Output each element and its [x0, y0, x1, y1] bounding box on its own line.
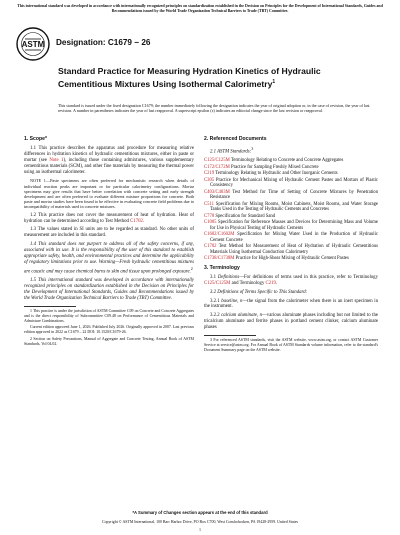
footnote-rule-right — [204, 335, 256, 336]
astm-logo — [16, 27, 50, 61]
reference-item: C1005 Specification for Reference Masses and Devices for Determining Mass and Volume for Use in Physical Testing of Hydraulic Cements — [204, 220, 378, 231]
footnote-1: 1 This practice is under the jurisdiction of ASTM Committee C09 on Concrete and Concrete Aggregates and is the direct responsibility of Subcommittee C09.48 on Performance of Cementitious Materials and Admixture Combinations. — [24, 309, 194, 323]
astm-standards-subheading: 2.1 ASTM Standards:$^3$ — [210, 145, 254, 155]
reference-list — [204, 158, 378, 262]
terminology-heading: 3. Terminology — [204, 264, 240, 271]
issue-note: This standard is issued under the fixed designation C1679; the number immediately following the designation indicates the year of original adoption or, in the case of revision, the year of last revision. A number in parentheses indicates the year of last reapproval. A superscript epsilon (ε) indicates an editorial change since the last revision or reapproval. — [58, 103, 370, 114]
footnote-rule — [24, 306, 76, 307]
reference-code-link[interactable]: C403/C403M — [204, 189, 230, 195]
right-column — [204, 137, 378, 354]
footnote-2: 2 Section on Safety Precautions, Manual of Aggregate and Concrete Testing, Annual Book of ASTM Standards, Vol 04.02. — [24, 337, 194, 346]
reference-code-link[interactable]: C778 — [204, 213, 215, 219]
reference-code-link[interactable]: C125/C125M — [204, 158, 230, 164]
document-title: Standard Practice for Measuring Hydration Kinetics of Hydraulic Cementitious Mixtures Using Isothermal Calorimetry$^1$ — [58, 66, 321, 89]
scope-1-1: 1.1 This practice describes the apparatus and procedure for measuring relative differences in hydration kinetics of hydraulic cementitious mixtures, either in paste or mortar (see Note 1), including those containing admixtures, various supplementary cementitious materials (SCM), and other fine materials by measuring the thermal power using an isothermal calorimeter. — [24, 145, 194, 175]
c125-link[interactable]: C125/C125M — [204, 280, 231, 286]
title-footnote-mark: 1 — [272, 79, 276, 85]
svg-text:ASTM: ASTM — [21, 40, 45, 49]
scope-1-2: 1.2 This practice does not cover the measurement of heat of hydration. Heat of hydration can be determined according to Test Method C1702. — [24, 212, 194, 224]
designation: Designation: C1679 − 26 — [56, 38, 151, 47]
term-3-2: 3.2 Definitions of Terms Specific to This Standard: — [210, 289, 308, 295]
reference-item: C778 Specification for Standard Sand — [204, 213, 276, 219]
summary-of-changes-note: *A Summary of Changes section appears at the end of this standard — [132, 510, 268, 515]
reference-code-link[interactable]: C172/C172M — [204, 164, 230, 170]
term-3-1: 3.1 Definitions—For definitions of terms used in this practice, refer to Terminology C125/C125M and Terminology C219. — [204, 274, 378, 286]
scope-1-5: 1.5 This international standard was developed in accordance with internationally recognized principles on standardization established in the Decision on Principles for the Development of International Standards, Guides and Recommendations issued by the World Trade Organization Technical Barriers to Trade (TBT) Committee. — [24, 278, 194, 302]
footnote-1b: Current edition approved June 1, 2026. Published July 2026. Originally approved in 2007. Last previous edition approved in 2022 as C1679 – 22 DOI: 10.1520/C1679-26. — [24, 325, 194, 335]
c1702-link[interactable]: C1702 — [130, 218, 143, 224]
term-3-2-1: 3.2.1 baseline, n—the signal from the calorimeter when there is an inert specimen in the instrument. — [204, 298, 378, 310]
reference-item: C305 Practice for Mechanical Mixing of Hydraulic Cement Pastes and Mortars of Plastic Consistency — [204, 177, 378, 189]
reference-code-link[interactable]: C1602/C1602M — [204, 232, 235, 238]
scope-1-3: 1.3 The values stated in SI units are to be regarded as standard. No other units of measurement are included in this standard. — [24, 227, 194, 239]
reference-code-link[interactable]: C1702 — [204, 244, 217, 250]
footnote-3: 3 For referenced ASTM standards, visit the ASTM website, www.astm.org, or contact ASTM Customer Service at service@astm.org. For Annual Book of ASTM Standards volume information, refer to the standard's Document Summary page on the ASTM website. — [204, 338, 378, 352]
reference-item: C219 Terminology Relating to Hydraulic and Other Inorganic Cements — [204, 171, 338, 177]
reference-item: C172/C172M Practice for Sampling Freshly Mixed Concrete — [204, 164, 319, 170]
page-number: 1 — [199, 527, 201, 532]
top-notice: This international standard was developed in accordance with internationally recognized principles on standardization established in the Decision on Principles for the Development of International Standards, Guides and Recommendations issued by the World Trade Organization Technical Barriers to Trade (TBT) Committee. — [17, 4, 383, 13]
reference-code-link[interactable]: C305 — [204, 177, 215, 183]
reference-code-link[interactable]: C1005 — [204, 220, 217, 226]
reference-item: C1702 Test Method for Measurement of Heat of Hydration of Hydraulic Cementitious Materials Using Isothermal Conduction Calorimetry — [204, 244, 378, 255]
note-1: NOTE 1—Paste specimens are often preferred for mechanistic research when details of individual reaction peaks are important or for particular calorimetry configurations. Mortar specimens may give results that have better correlation with concrete setting and early strength development and are often preferred to evaluate different mixture proportions for concrete. Both paste and mortar studies have been found to be effective in evaluating concrete field problems due to incompatibility of materials used in concrete mixtures. — [24, 178, 194, 210]
term-3-2-2: 3.2.2 calcium aluminate, n—various aluminate phases including but not limited to the tricalcium aluminate and ferrite phases in portland cement clinker, calcium aluminate phases — [204, 313, 378, 331]
reference-item: C1738/C1738M Practice for High-Shear Mixing of Hydraulic Cement Pastes — [204, 256, 349, 262]
scope-1-4: 1.4 This standard does not purport to address all of the safety concerns, if any, associated with its use. It is the responsibility of the user of this standard to establish appropriate safety, health, and environmental practices and determine the applicability of regulatory limitations prior to use. Warning—Fresh hydraulic cementitious mixtures are caustic and may cause chemical burns to skin and tissue upon prolonged exposure.$^2$ — [24, 242, 195, 275]
reference-item: C1602/C1602M Specification for Mixing Water Used in the Production of Hydraulic Cement Concrete — [204, 232, 378, 243]
reference-item: C403/C403M Test Method for Time of Setting of Concrete Mixtures by Penetration Resistance — [204, 189, 378, 201]
reference-code-link[interactable]: C1738/C1738M — [204, 256, 235, 262]
left-column — [24, 137, 194, 349]
scope-heading: 1. Scope* — [24, 136, 47, 142]
warning-text: Warning—Fresh hydraulic cementitious mixtures are caustic and may cause chemical burns to skin and tissue upon prolonged exposure. — [24, 260, 195, 275]
references-heading: 2. Referenced Documents — [204, 136, 267, 142]
c219-link[interactable]: C219 — [265, 280, 276, 286]
copyright-line: Copyright © ASTM International, 100 Barr Harbor Drive, PO Box C700, West Conshohocken, PA 19428-2959. United States — [102, 520, 298, 524]
reference-item: C511 Specification for Mixing Rooms, Moist Cabinets, Moist Rooms, and Water Storage Tanks Used in the Testing of Hydraulic Cements and Concretes — [204, 201, 378, 213]
note-1-link[interactable]: Note 1 — [49, 157, 64, 163]
reference-code-link[interactable]: C219 — [204, 171, 215, 177]
reference-code-link[interactable]: C511 — [204, 201, 214, 207]
reference-item: C125/C125M Terminology Relating to Concrete and Concrete Aggregates — [204, 158, 344, 164]
